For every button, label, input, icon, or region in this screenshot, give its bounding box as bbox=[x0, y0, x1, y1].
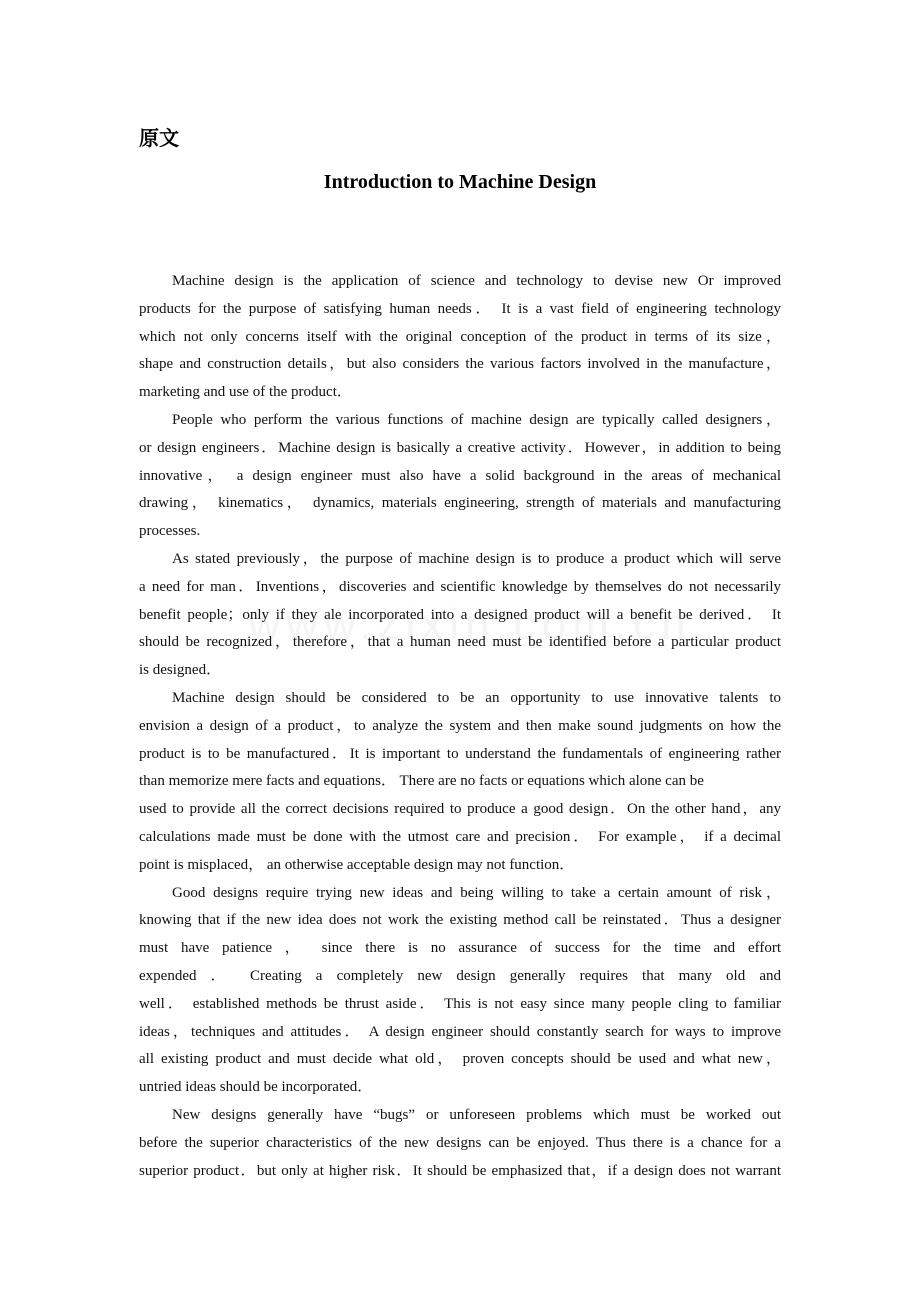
text-line: expended ． Creating a completely new design generally requires that many old and bbox=[139, 967, 781, 984]
text-line: is designed． bbox=[139, 662, 222, 679]
text-line: well． established methods be thrust aside． This is not easy since many people cling to familiar bbox=[139, 995, 781, 1012]
text-line: than memorize mere facts and equations． There are no facts or equations which alone can be bbox=[139, 773, 704, 790]
text-line: Machine design should be considered to be an opportunity to use innovative talents to bbox=[172, 689, 781, 706]
text-line: a need for man．Inventions，discoveries and scientific knowledge by themselves do not necessarily bbox=[139, 578, 781, 595]
text-line: superior product．but only at higher risk．It should be emphasized that，if a design does not warrant bbox=[139, 1162, 781, 1179]
text-line: People who perform the various functions of machine design are typically called designers， bbox=[172, 411, 781, 428]
text-line: which not only concerns itself with the original conception of the product in terms of its size， bbox=[139, 328, 781, 345]
text-line: Good designs require trying new ideas and being willing to take a certain amount of risk， bbox=[172, 884, 781, 901]
text-line: envision a design of a product，to analyze the system and then make sound judgments on how the bbox=[139, 717, 781, 734]
text-line: benefit people；only if they ale incorporated into a designed product will a benefit be derived． It bbox=[139, 606, 781, 623]
text-line: New designs generally have “bugs” or unforeseen problems which must be worked out bbox=[172, 1106, 781, 1123]
text-line: used to provide all the correct decisions required to produce a good design．On the other hand，any bbox=[139, 801, 781, 818]
text-line: calculations made must be done with the utmost care and precision． For example， if a decimal bbox=[139, 828, 781, 845]
text-line: should be recognized，therefore，that a human need must be identified before a particular product bbox=[139, 634, 781, 651]
text-line: shape and construction details，but also considers the various factors involved in the manufacture， bbox=[139, 356, 781, 373]
document-title: Introduction to Machine Design bbox=[323, 171, 597, 193]
text-line: product is to be manufactured．It is important to understand the fundamentals of engineering rather bbox=[139, 745, 781, 762]
text-line: marketing and use of the product． bbox=[139, 384, 352, 401]
text-line: As stated previously，the purpose of machine design is to produce a product which will serve bbox=[172, 550, 781, 567]
text-line: products for the purpose of satisfying human needs． It is a vast field of engineering technology bbox=[139, 300, 781, 317]
text-line: Machine design is the application of science and technology to devise new Or improved bbox=[172, 273, 781, 289]
text-line: drawing， kinematics， dynamics, materials engineering, strength of materials and manufacturing bbox=[139, 495, 781, 512]
text-line: all existing product and must decide what old， proven concepts should be used and what new， bbox=[139, 1051, 781, 1068]
section-label: 原文 bbox=[139, 126, 179, 150]
text-line: point is misplaced， an otherwise acceptable design may not function． bbox=[139, 856, 575, 873]
text-line: before the superior characteristics of the new designs can be enjoyed. Thus there is a chance for a bbox=[139, 1134, 781, 1151]
text-line: or design engineers．Machine design is basically a creative activity．However，in addition to being bbox=[139, 439, 781, 456]
text-line: untried ideas should be incorporated． bbox=[139, 1079, 373, 1096]
text-line: processes. bbox=[139, 523, 201, 540]
text-line: innovative， a design engineer must also have a solid background in the areas of mechanical bbox=[139, 467, 781, 484]
text-line: must have patience ， since there is no assurance of success for the time and effort bbox=[139, 940, 781, 957]
text-line: ideas，techniques and attitudes． A design engineer should constantly search for ways to improve bbox=[139, 1023, 781, 1040]
text-line: knowing that if the new idea does not work the existing method call be reinstated．Thus a designer bbox=[139, 912, 781, 929]
body-text bbox=[139, 268, 781, 1185]
